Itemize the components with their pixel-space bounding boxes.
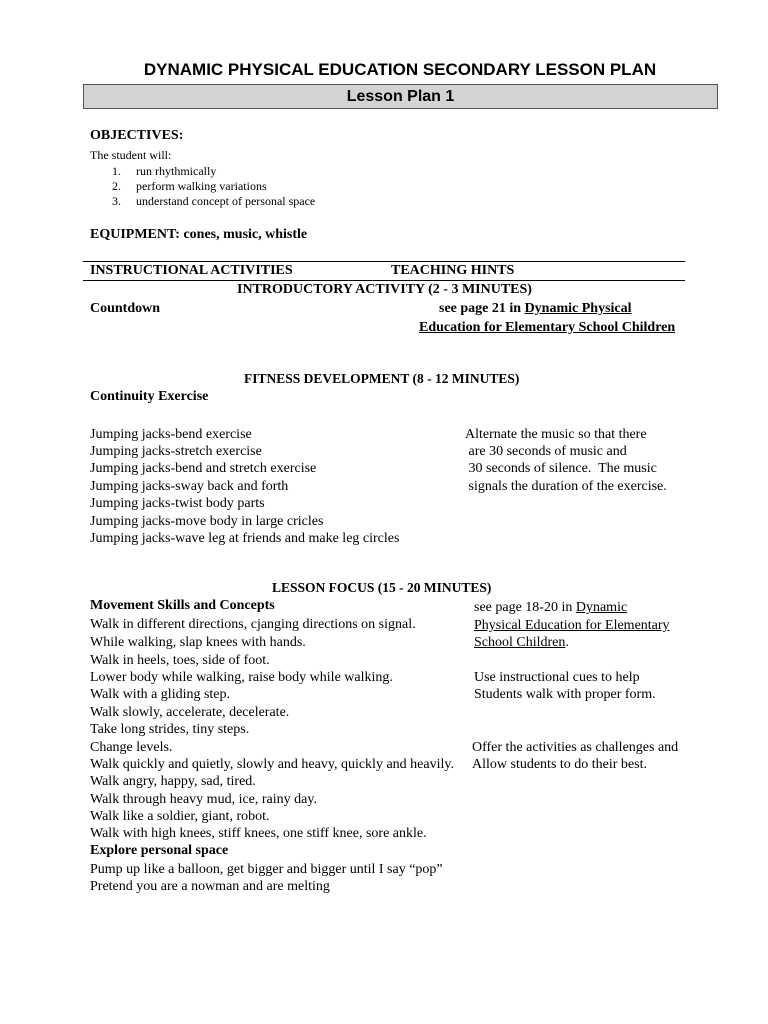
lesson-focus-challenge-hint: Offer the activities as challenges and xyxy=(472,740,679,755)
column-header-hints: TEACHING HINTS xyxy=(391,263,515,278)
fitness-hint: 30 seconds of silence. The music xyxy=(465,461,657,476)
lesson-focus-activity: While walking, slap knees with hands. xyxy=(90,635,306,650)
lesson-focus-activity: Walk in heels, toes, side of foot. xyxy=(90,653,270,668)
divider-bottom xyxy=(83,280,685,281)
fitness-activity: Jumping jacks-bend and stretch exercise xyxy=(90,461,317,476)
lesson-focus-activity: Change levels. xyxy=(90,740,173,755)
objective-item: understand concept of personal space xyxy=(136,194,316,208)
fitness-activity: Jumping jacks-sway back and forth xyxy=(90,479,289,494)
objectives-intro: The student will: xyxy=(90,148,172,162)
fitness-activity: Jumping jacks-twist body parts xyxy=(90,496,265,511)
lesson-focus-activity: Walk angry, happy, sad, tired. xyxy=(90,774,256,789)
personal-space-activity: Pretend you are a nowman and are melting xyxy=(90,879,330,894)
column-header-activities: INSTRUCTIONAL ACTIVITIES xyxy=(90,263,293,278)
lesson-focus-cue-hint: Use instructional cues to help xyxy=(474,670,640,685)
intro-hint-link: Dynamic Physical xyxy=(524,301,632,316)
fitness-hint: are 30 seconds of music and xyxy=(465,444,627,459)
intro-activity-name: Countdown xyxy=(90,301,161,316)
lesson-focus-activity: Walk in different directions, cjanging directions on signal. xyxy=(90,617,416,632)
personal-space-subheading: Explore personal space xyxy=(90,843,229,858)
lesson-focus-ref-suffix: . xyxy=(565,635,569,650)
lesson-focus-ref-link: Dynamic xyxy=(575,600,628,615)
lesson-focus-activity: Walk with high knees, stiff knees, one stiff knee, sore ankle. xyxy=(90,826,427,841)
fitness-activity: Jumping jacks-wave leg at friends and make leg circles xyxy=(90,531,400,546)
fitness-heading: FITNESS DEVELOPMENT (8 - 12 MINUTES) xyxy=(244,371,520,386)
intro-hint-link-continued: Education for Elementary School Children xyxy=(419,320,676,335)
lesson-plan-label: Lesson Plan 1 xyxy=(346,88,455,105)
fitness-activity: Jumping jacks-stretch exercise xyxy=(90,444,262,459)
lesson-plan-banner xyxy=(83,84,718,109)
lesson-focus-activity: Walk through heavy mud, ice, rainy day. xyxy=(90,792,317,807)
lesson-focus-activity: Walk quickly and quietly, slowly and heavy, quickly and heavily. xyxy=(90,757,454,772)
objectives-heading: OBJECTIVES: xyxy=(90,128,184,143)
lesson-focus-subheading: Movement Skills and Concepts xyxy=(90,598,275,613)
lesson-focus-ref-link-continued: Physical Education for Elementary xyxy=(474,618,670,633)
objective-number: 3. xyxy=(112,194,121,208)
lesson-focus-ref-prefix: see page 18-20 in xyxy=(474,600,576,615)
document-title: DYNAMIC PHYSICAL EDUCATION SECONDARY LESSON PLAN xyxy=(143,60,657,79)
objective-number: 1. xyxy=(112,164,121,178)
fitness-hint: signals the duration of the exercise. xyxy=(465,479,667,494)
lesson-focus-ref-line-3 xyxy=(474,634,569,651)
intro-activity-heading: INTRODUCTORY ACTIVITY (2 - 3 MINUTES) xyxy=(237,282,532,297)
lesson-focus-ref-line-1 xyxy=(474,599,627,616)
lesson-focus-ref-link-end: School Children xyxy=(474,635,566,650)
fitness-subheading: Continuity Exercise xyxy=(90,389,209,404)
intro-hint-line-1 xyxy=(439,301,632,317)
objective-item: perform walking variations xyxy=(136,179,267,193)
personal-space-activity: Pump up like a balloon, get bigger and bigger until I say “pop” xyxy=(90,862,443,877)
objective-number: 2. xyxy=(112,179,121,193)
lesson-focus-cue-hint: Students walk with proper form. xyxy=(474,687,656,702)
lesson-focus-heading: LESSON FOCUS (15 - 20 MINUTES) xyxy=(272,580,492,595)
lesson-focus-challenge-hint: Allow students to do their best. xyxy=(472,757,647,772)
objective-item: run rhythmically xyxy=(136,164,217,178)
fitness-hint: Alternate the music so that there xyxy=(465,427,647,442)
equipment-line: EQUIPMENT: cones, music, whistle xyxy=(90,227,308,242)
lesson-focus-activity: Walk like a soldier, giant, robot. xyxy=(90,809,270,824)
intro-hint-prefix: see page 21 in xyxy=(439,301,525,316)
lesson-focus-activity: Walk with a gliding step. xyxy=(90,687,231,702)
lesson-focus-activity: Walk slowly, accelerate, decelerate. xyxy=(90,705,290,720)
lesson-focus-activity: Lower body while walking, raise body while walking. xyxy=(90,670,393,685)
divider-top xyxy=(83,261,685,262)
lesson-focus-activity: Take long strides, tiny steps. xyxy=(90,722,250,737)
fitness-activity: Jumping jacks-move body in large cricles xyxy=(90,514,324,529)
fitness-activity: Jumping jacks-bend exercise xyxy=(90,427,252,442)
